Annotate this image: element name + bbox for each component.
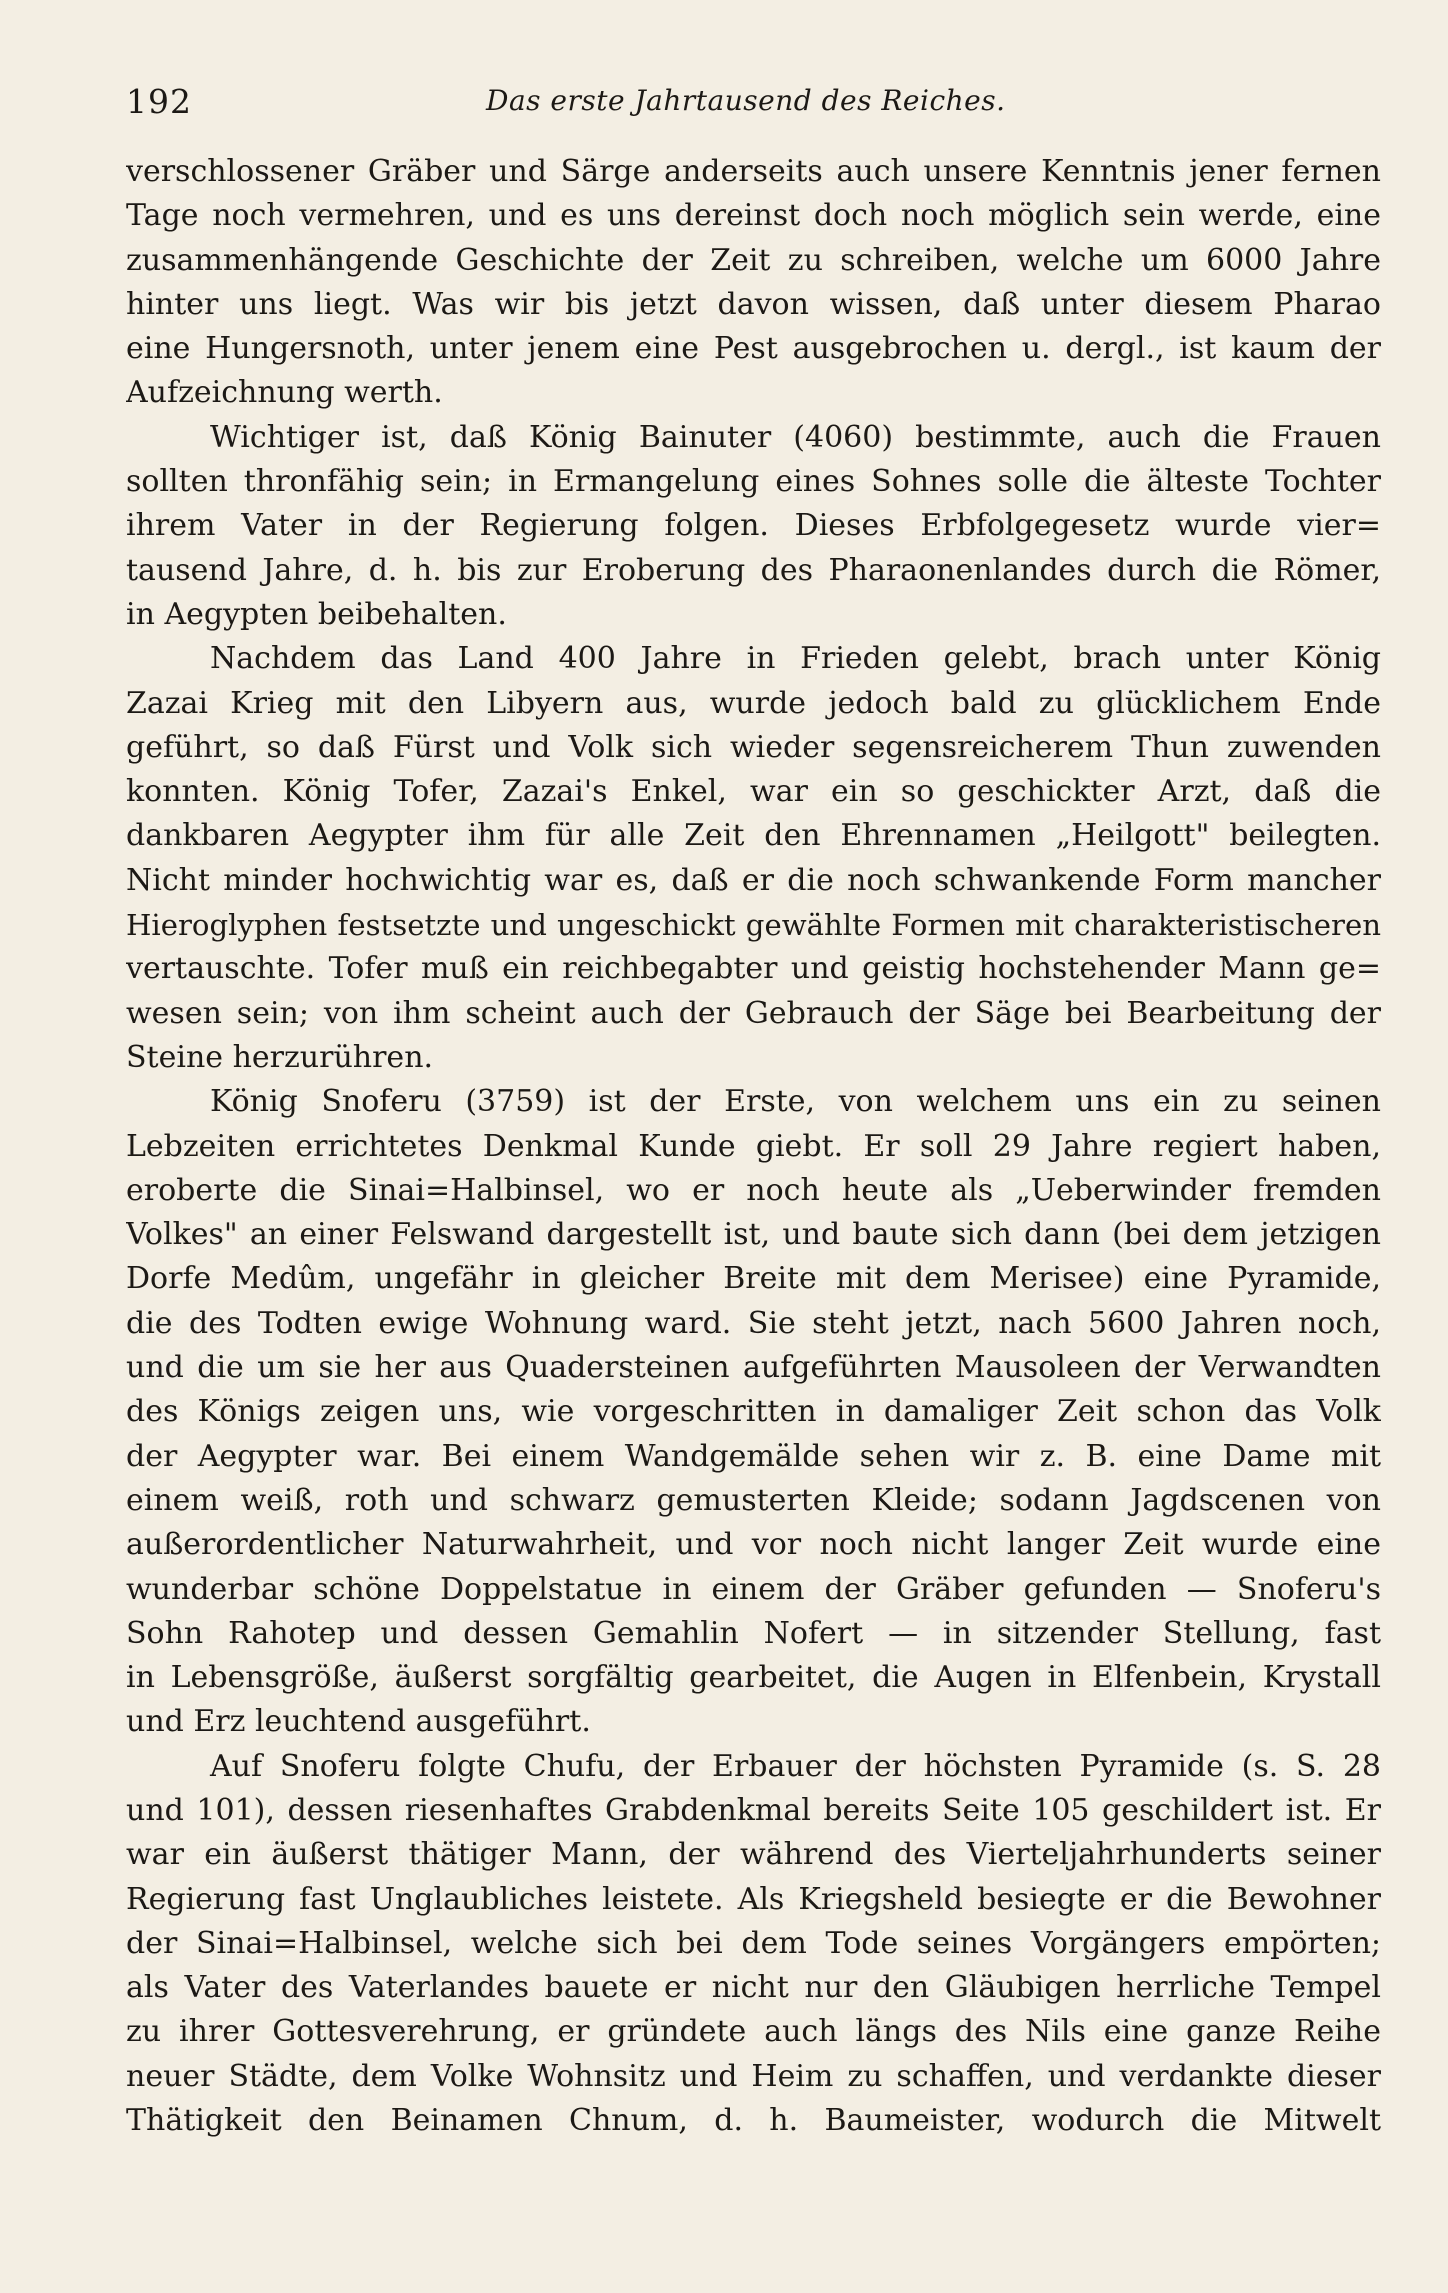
text-line: wesen sein; von ihm scheint auch der Gebrauch der Säge bei Bearbeitung der bbox=[126, 995, 1381, 1031]
text-line: der Sinai=Halbinsel, welche sich bei dem Tode seines Vorgängers empörten; bbox=[126, 1925, 1381, 1961]
text-line: sollten thronfähig sein; in Ermangelung eines Sohnes solle die älteste Tochter bbox=[126, 464, 1381, 500]
text-line: und 101), dessen riesenhaftes Grabdenkmal bereits Seite 105 geschildert ist. Er bbox=[126, 1792, 1381, 1828]
text-line: Nicht minder hochwichtig war es, daß er die noch schwankende Form mancher bbox=[126, 862, 1381, 898]
text-line: tausend Jahre, d. h. bis zur Eroberung des Pharaonenlandes durch die Römer, bbox=[126, 552, 1381, 588]
text-line: Zazai Krieg mit den Libyern aus, wurde jedoch bald zu glücklichem Ende bbox=[126, 685, 1381, 721]
text-line: eroberte die Sinai=Halbinsel, wo er noch heute als „Ueberwinder fremden bbox=[126, 1172, 1381, 1208]
text-line: Wichtiger ist, daß König Bainuter (4060) bestimmte, auch die Frauen bbox=[210, 419, 1381, 455]
text-line: ihrem Vater in der Regierung folgen. Dieses Erbfolgegesetz wurde vier= bbox=[126, 508, 1381, 544]
text-line: Hieroglyphen festsetzte und ungeschickt gewählte Formen mit charakteristischeren bbox=[126, 908, 1381, 943]
running-title: Das erste Jahrtausend des Reiches. bbox=[486, 84, 1006, 117]
text-line: in Aegypten beibehalten. bbox=[126, 596, 507, 632]
running-head bbox=[126, 78, 1381, 122]
paragraph bbox=[126, 1080, 1381, 1744]
text-line: und die um sie her aus Quadersteinen aufgeführten Mausoleen der Verwandten bbox=[126, 1350, 1381, 1386]
text-line: des Königs zeigen uns, wie vorgeschritten in damaliger Zeit schon das Volk bbox=[126, 1394, 1381, 1430]
text-line: Sohn Rahotep und dessen Gemahlin Nofert — in sitzender Stellung, fast bbox=[126, 1615, 1381, 1651]
text-line: Dorfe Medûm, ungefähr in gleicher Breite mit dem Merisee) eine Pyramide, bbox=[126, 1261, 1381, 1297]
text-line: Nachdem das Land 400 Jahre in Frieden gelebt, brach unter König bbox=[210, 641, 1381, 677]
text-line: Thätigkeit den Beinamen Chnum, d. h. Baumeister, wodurch die Mitwelt bbox=[126, 2103, 1381, 2139]
text-line: Regierung fast Unglaubliches leistete. Als Kriegsheld besiegte er die Bewohner bbox=[126, 1881, 1381, 1917]
text-line: zu ihrer Gottesverehrung, er gründete auch längs des Nils eine ganze Reihe bbox=[126, 2014, 1381, 2050]
paragraph bbox=[126, 637, 1381, 1080]
text-line: die des Todten ewige Wohnung ward. Sie steht jetzt, nach 5600 Jahren noch, bbox=[126, 1305, 1381, 1341]
text-line: Steine herzurühren. bbox=[126, 1039, 434, 1075]
text-line: neuer Städte, dem Volke Wohnsitz und Heim zu schaffen, und verdankte dieser bbox=[126, 2058, 1381, 2094]
text-line: einem weiß, roth und schwarz gemusterten Kleide; sodann Jagdscenen von bbox=[126, 1482, 1381, 1518]
text-line: außerordentlicher Naturwahrheit, und vor noch nicht langer Zeit wurde eine bbox=[126, 1527, 1381, 1563]
text-line: und Erz leuchtend ausgeführt. bbox=[126, 1704, 591, 1740]
text-line: Auf Snoferu folgte Chufu, der Erbauer der höchsten Pyramide (s. S. 28 bbox=[210, 1748, 1381, 1784]
text-line: dankbaren Aegypter ihm für alle Zeit den Ehrennamen „Heilgott" beilegten. bbox=[126, 818, 1381, 854]
text-line: war ein äußerst thätiger Mann, der während des Vierteljahrhunderts seiner bbox=[126, 1837, 1381, 1873]
text-line: wunderbar schöne Doppelstatue in einem der Gräber gefunden — Snoferu's bbox=[126, 1571, 1381, 1607]
body-text bbox=[126, 150, 1381, 2143]
text-line: König Snoferu (3759) ist der Erste, von welchem uns ein zu seinen bbox=[210, 1084, 1381, 1120]
text-line: der Aegypter war. Bei einem Wandgemälde sehen wir z. B. eine Dame mit bbox=[126, 1438, 1381, 1474]
text-line: konnten. König Tofer, Zazai's Enkel, war ein so geschickter Arzt, daß die bbox=[126, 774, 1381, 810]
text-line: Aufzeichnung werth. bbox=[126, 375, 443, 411]
text-line: in Lebensgröße, äußerst sorgfältig gearbeitet, die Augen in Elfenbein, Krystall bbox=[126, 1660, 1381, 1696]
paragraph bbox=[126, 416, 1381, 637]
text-line: Lebzeiten errichtetes Denkmal Kunde giebt. Er soll 29 Jahre regiert haben, bbox=[126, 1128, 1381, 1164]
page-number: 192 bbox=[126, 82, 192, 121]
text-line: eine Hungersnoth, unter jenem eine Pest ausgebrochen u. dergl., ist kaum der bbox=[126, 331, 1381, 367]
paragraph bbox=[126, 150, 1381, 416]
text-line: Tage noch vermehren, und es uns dereinst doch noch möglich sein werde, eine bbox=[126, 198, 1381, 234]
paragraph bbox=[126, 1745, 1381, 2144]
text-line: hinter uns liegt. Was wir bis jetzt davon wissen, daß unter diesem Pharao bbox=[126, 286, 1381, 322]
text-line: Volkes" an einer Felswand dargestellt ist, und baute sich dann (bei dem jetzigen bbox=[126, 1217, 1381, 1253]
text-line: verschlossener Gräber und Särge anderseits auch unsere Kenntnis jener fernen bbox=[126, 154, 1381, 189]
text-line: zusammenhängende Geschichte der Zeit zu schreiben, welche um 6000 Jahre bbox=[126, 242, 1381, 278]
text-line: vertauschte. Tofer muß ein reichbegabter und geistig hochstehender Mann ge= bbox=[126, 951, 1381, 987]
text-line: geführt, so daß Fürst und Volk sich wieder segensreicherem Thun zuwenden bbox=[126, 729, 1381, 765]
text-line: als Vater des Vaterlandes bauete er nicht nur den Gläubigen herrliche Tempel bbox=[126, 1970, 1381, 2006]
